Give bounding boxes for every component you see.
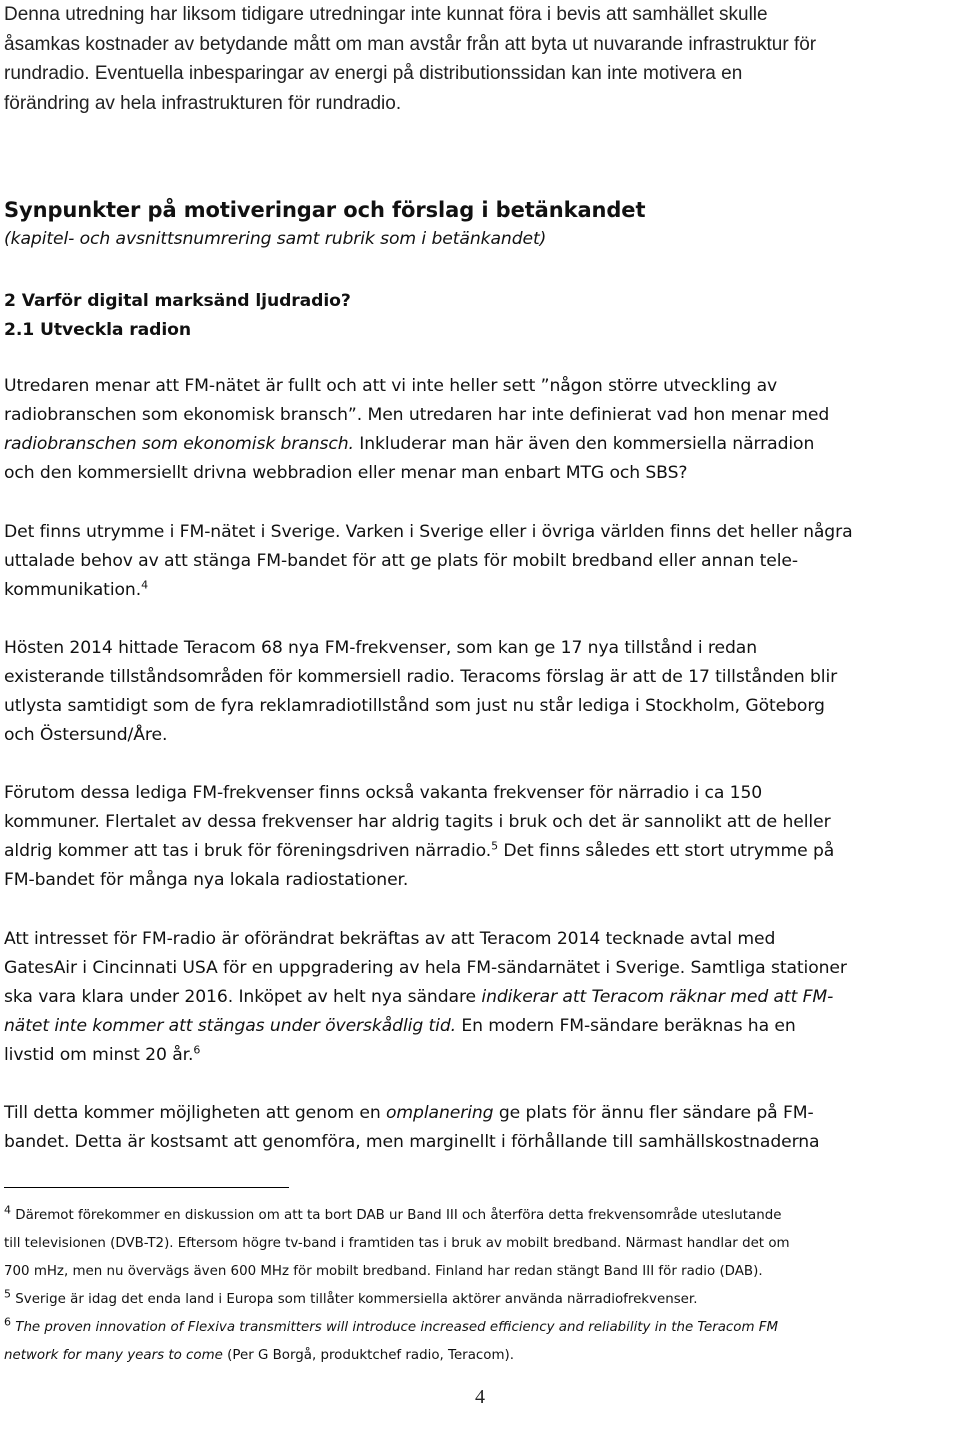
text-line: Förutom dessa lediga FM-frekvenser finns också vakanta frekvenser för närradio i ca 150: [4, 783, 763, 803]
text-span: aldrig kommer att tas i bruk för föreningsdriven närradio.: [4, 841, 492, 861]
footnote-6: [4, 1314, 959, 1342]
text-line: Hösten 2014 hittade Teracom 68 nya FM-frekvenser, som kan ge 17 nya tillstånd i redan: [4, 638, 758, 658]
paragraph-2: [4, 518, 959, 605]
footnote-ref: 5: [491, 839, 499, 853]
footnote-number: 4: [4, 1203, 11, 1217]
text-span: Till detta kommer möjligheten att genom en: [4, 1103, 386, 1123]
text-span: kommunikation.: [4, 580, 142, 600]
footnote-number: 6: [4, 1315, 11, 1329]
text-line: kommuner. Flertalet av dessa frekvenser har aldrig tagits i bruk och det är sannolikt att de heller: [4, 812, 831, 832]
chapter-title: 2 Varför digital marksänd ljudradio?: [4, 291, 351, 311]
italic-text: radiobranschen som ekonomisk bransch.: [4, 434, 354, 454]
paragraph-3: [4, 634, 959, 750]
intro-line: förändring av hela infrastrukturen för rundradio.: [4, 92, 402, 114]
text-line: [4, 1099, 959, 1128]
text-line: Utredaren menar att FM-nätet är fullt och att vi inte heller sett ”någon större utveckling av: [4, 376, 778, 396]
footnote-4: [4, 1202, 959, 1230]
text-line: utlysta samtidigt som de fyra reklamradiotillstånd som just nu står lediga i Stockholm, Göteborg: [4, 696, 825, 716]
text-span: ge plats för ännu fler sändare på FM-: [493, 1103, 814, 1123]
italic-text: nätet inte kommer att stängas under överskådlig tid.: [4, 1016, 456, 1036]
paragraph-6: [4, 1099, 959, 1157]
section-subheading: (kapitel- och avsnittsnumrering samt rubrik som i betänkandet): [4, 229, 547, 249]
chapter-heading: [4, 287, 959, 345]
text-line: [4, 1041, 959, 1070]
footnote-ref: 6: [193, 1043, 201, 1057]
paragraph-5: [4, 925, 959, 1070]
footnote-text-line: [4, 1342, 959, 1370]
footnotes: [4, 1202, 959, 1370]
subchapter-title: 2.1 Utveckla radion: [4, 320, 191, 340]
text-span: Det finns således ett stort utrymme på: [498, 841, 835, 861]
text-span: (Per G Borgå, produktchef radio, Teracom).: [222, 1348, 514, 1363]
text-line: FM-bandet för många nya lokala radiostationer.: [4, 870, 409, 890]
footnote-text: Däremot förekommer en diskussion om att ta bort DAB ur Band III och återföra detta frekvensområde uteslutande: [15, 1208, 782, 1223]
paragraph-1: [4, 372, 959, 488]
text-line: [4, 430, 959, 459]
footnote-divider: [4, 1187, 289, 1188]
text-span: En modern FM-sändare beräknas ha en: [456, 1016, 796, 1036]
text-line: Det finns utrymme i FM-nätet i Sverige. Varken i Sverige eller i övriga världen finns det heller några: [4, 522, 853, 542]
text-line: bandet. Detta är kostsamt att genomföra, men marginellt i förhållande till samhällskostnaderna: [4, 1132, 820, 1152]
text-span: ska vara klara under 2016. Inköpet av helt nya sändare: [4, 987, 482, 1007]
intro-paragraph: [4, 0, 954, 118]
text-span: livstid om minst 20 år.: [4, 1045, 194, 1065]
text-span: Inkluderar man här även den kommersiella närradion: [353, 434, 815, 454]
intro-line: åsamkas kostnader av betydande mått om man avstår från att byta ut nuvarande infrastruktur för: [4, 33, 817, 55]
footnote-number: 5: [4, 1287, 11, 1301]
page-number: 4: [475, 1386, 485, 1408]
paragraph-4: [4, 779, 959, 895]
text-line: [4, 983, 959, 1012]
footnote-5: [4, 1286, 959, 1314]
footnote-text: The proven innovation of Flexiva transmitters will introduce increased efficiency and reliability in the Teracom FM: [15, 1320, 779, 1335]
footnote-text: 700 mHz, men nu övervägs även 600 MHz för mobilt bredband. Finland har redan stängt Band III för radio (DAB).: [4, 1264, 763, 1279]
section-heading-block: [4, 196, 959, 254]
text-line: Att intresset för FM-radio är oförändrat bekräftas av att Teracom 2014 tecknade avtal med: [4, 929, 776, 949]
footnote-ref: 4: [141, 578, 148, 592]
italic-text: network for many years to come: [4, 1348, 223, 1363]
intro-line: rundradio. Eventuella inbesparingar av energi på distributionssidan kan inte motivera en: [4, 63, 743, 84]
text-line: [4, 1012, 959, 1041]
italic-text: indikerar att Teracom räknar med att FM-: [481, 987, 834, 1007]
text-line: radiobranschen som ekonomisk bransch”. Men utredaren har inte definierat vad hon menar med: [4, 405, 830, 425]
text-line: [4, 837, 959, 866]
italic-text: omplanering: [386, 1103, 494, 1123]
text-line: GatesAir i Cincinnati USA för en uppgradering av hela FM-sändarnätet i Sverige. Samtliga stationer: [4, 958, 847, 978]
intro-line: Denna utredning har liksom tidigare utredningar inte kunnat föra i bevis att samhället skulle: [4, 4, 768, 25]
text-line: och den kommersiellt drivna webbradion eller menar man enbart MTG och SBS?: [4, 463, 688, 483]
text-line: uttalade behov av att stänga FM-bandet för att ge plats för mobilt bredband eller annan tele-: [4, 551, 798, 571]
text-line: [4, 576, 959, 605]
text-line: och Östersund/Åre.: [4, 725, 168, 745]
footnote-text: till televisionen (DVB-T2). Eftersom högre tv-band i framtiden tas i bruk av mobilt bredband. Närmast handlar det om: [4, 1236, 790, 1251]
footnote-text: Sverige är idag det enda land i Europa som tillåter kommersiella aktörer använda närradiofrekvenser.: [15, 1292, 698, 1307]
section-heading: Synpunkter på motiveringar och förslag i betänkandet: [4, 198, 646, 222]
text-line: existerande tillståndsområden för kommersiell radio. Teracoms förslag är att de 17 tillstånden blir: [4, 667, 838, 687]
